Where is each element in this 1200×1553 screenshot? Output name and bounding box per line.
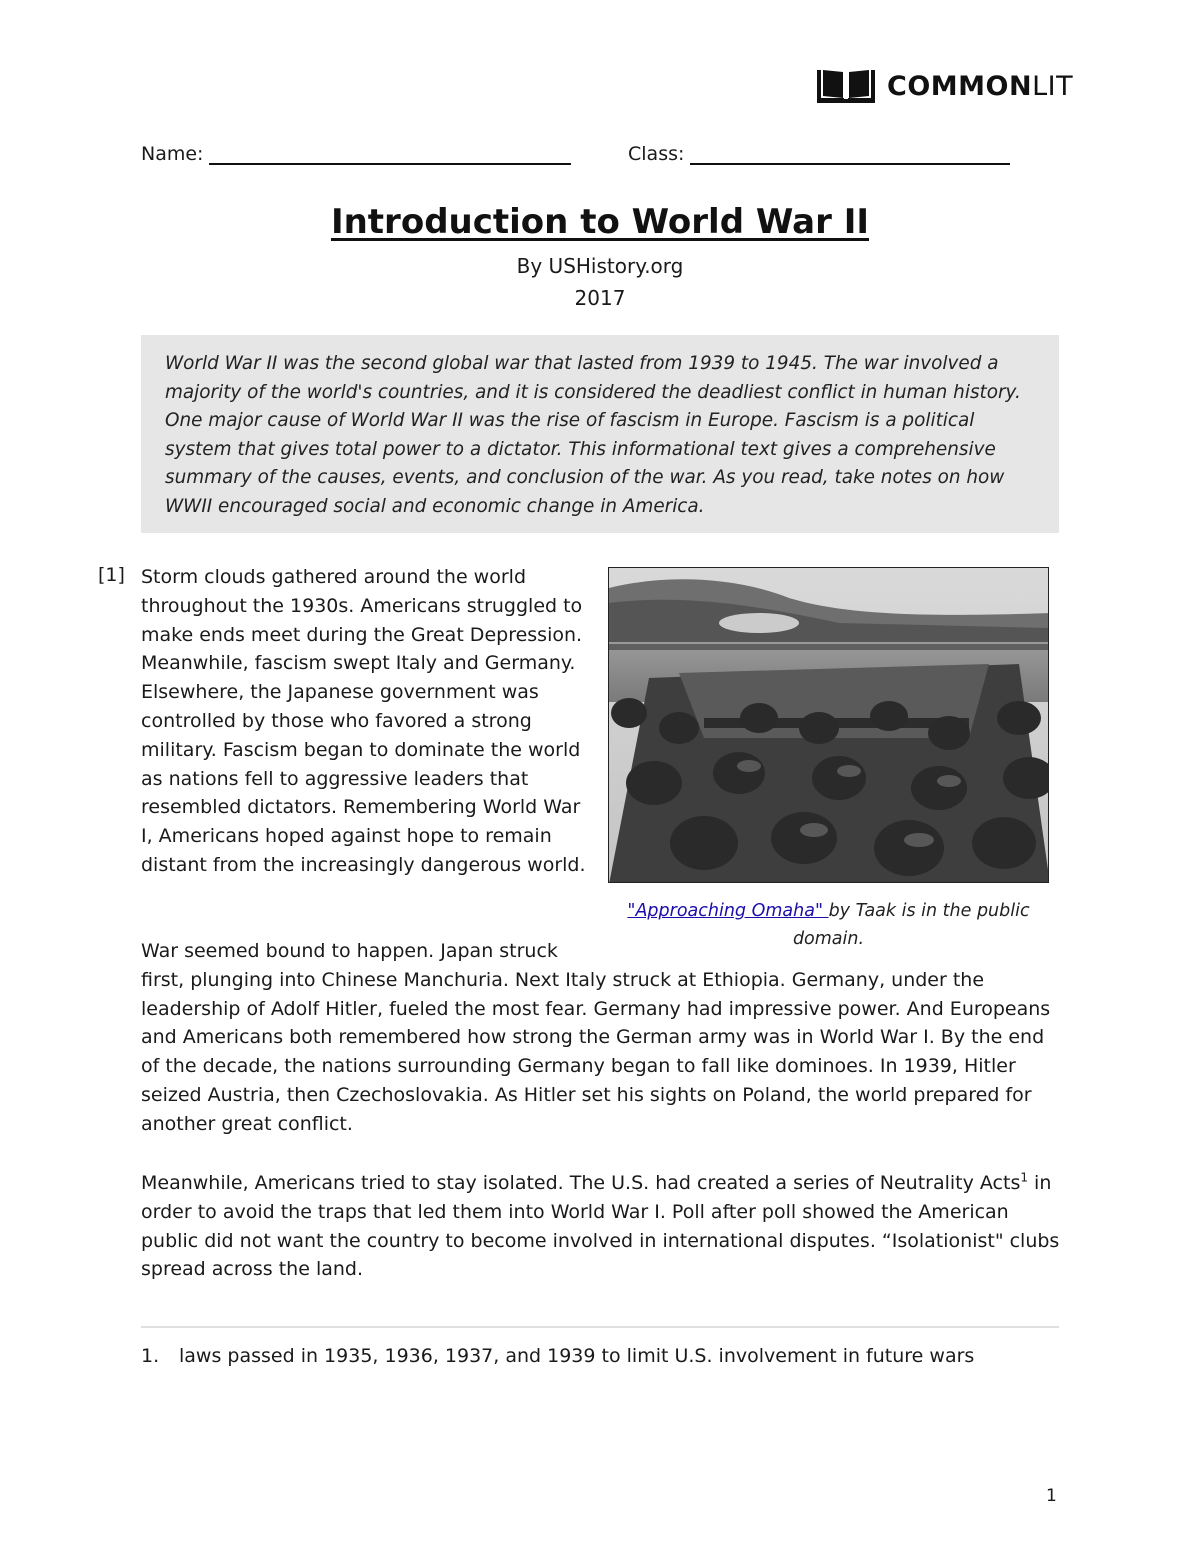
omaha-beach-photo [608, 567, 1049, 883]
name-line[interactable] [209, 145, 571, 165]
paragraph-2-rest: first, plunging into Chinese Manchuria. Next Italy struck at Ethiopia. Germany, under the leadership of Adolf Hitler, fueled the most fear. Germany had impressive power. And Europeans and Americans both remembered how strong the German army was in World War I. By the end of the decade, the nations surrounding Germany began to fall like dominoes. In 1939, Hitler seized Austria, then Czechoslovakia. As Hitler set his sights on Poland, the world prepared for another great conflict. [141, 968, 1051, 1135]
intro-box: World War II was the second global war that lasted from 1939 to 1945. The war involved a majority of the world's countries, and it is considered the deadliest conflict in human history. One major cause of World War II was the rise of fascism in Europe. Fascism is a political system that gives total power to a dictator. This informational text gives a comprehensive summary of the causes, events, and conclusion of the war. As you read, take notes on how WWII encouraged social and economic change in America. [141, 335, 1059, 533]
paragraph-2-first-line: War seemed bound to happen. Japan struck [141, 940, 558, 962]
class-line[interactable] [690, 145, 1010, 165]
paragraph-3-text-b: in order to avoid the traps that led them into World War I. Poll after poll showed the American public did not want the country to become involved in international disputes. “Isolationist" clubs spread across the land. [141, 1172, 1060, 1281]
footnote-1 [141, 1345, 974, 1367]
class-label: Class: [628, 143, 685, 165]
footnote-reference[interactable]: 1 [1020, 1170, 1028, 1185]
paragraph-number: [1] [98, 564, 125, 586]
logo-wordmark: COMMONLIT [887, 70, 1074, 102]
class-field[interactable] [628, 143, 1010, 165]
photo-caption-text: by Taak is in the public domain. [792, 901, 1030, 949]
commonlit-logo [817, 68, 1073, 104]
footnote-divider [141, 1326, 1059, 1328]
paragraph-1: Storm clouds gathered around the world throughout the 1930s. Americans struggled to make ends meet during the Great Depression. Meanwhile, fascism swept Italy and Germany. Elsewhere, the Japanese government was controlled by those who favored a strong military. Fascism began to dominate the world as nations fell to aggressive leaders that resembled dictators. Remembering World War I, Americans hoped against hope to remain distant from the increasingly dangerous world. [141, 566, 586, 876]
page-title: Introduction to World War II [330, 202, 870, 242]
name-field[interactable] [141, 143, 571, 165]
paragraph-2 [141, 937, 1061, 1139]
paragraph-3-text-a: Meanwhile, Americans tried to stay isolated. The U.S. had created a series of Neutrality Acts [141, 1172, 1021, 1194]
year: 2017 [574, 286, 626, 310]
footnote-text: laws passed in 1935, 1936, 1937, and 1939 to limit U.S. involvement in future wars [179, 1345, 975, 1367]
photo-source-link[interactable]: "Approaching Omaha" [627, 901, 829, 921]
author: By USHistory.org [516, 254, 684, 278]
name-label: Name: [141, 143, 204, 165]
page-number: 1 [1046, 1486, 1057, 1506]
open-book-icon [817, 68, 875, 104]
footnote-number: 1. [141, 1345, 160, 1367]
paragraph-3 [141, 1169, 1061, 1284]
